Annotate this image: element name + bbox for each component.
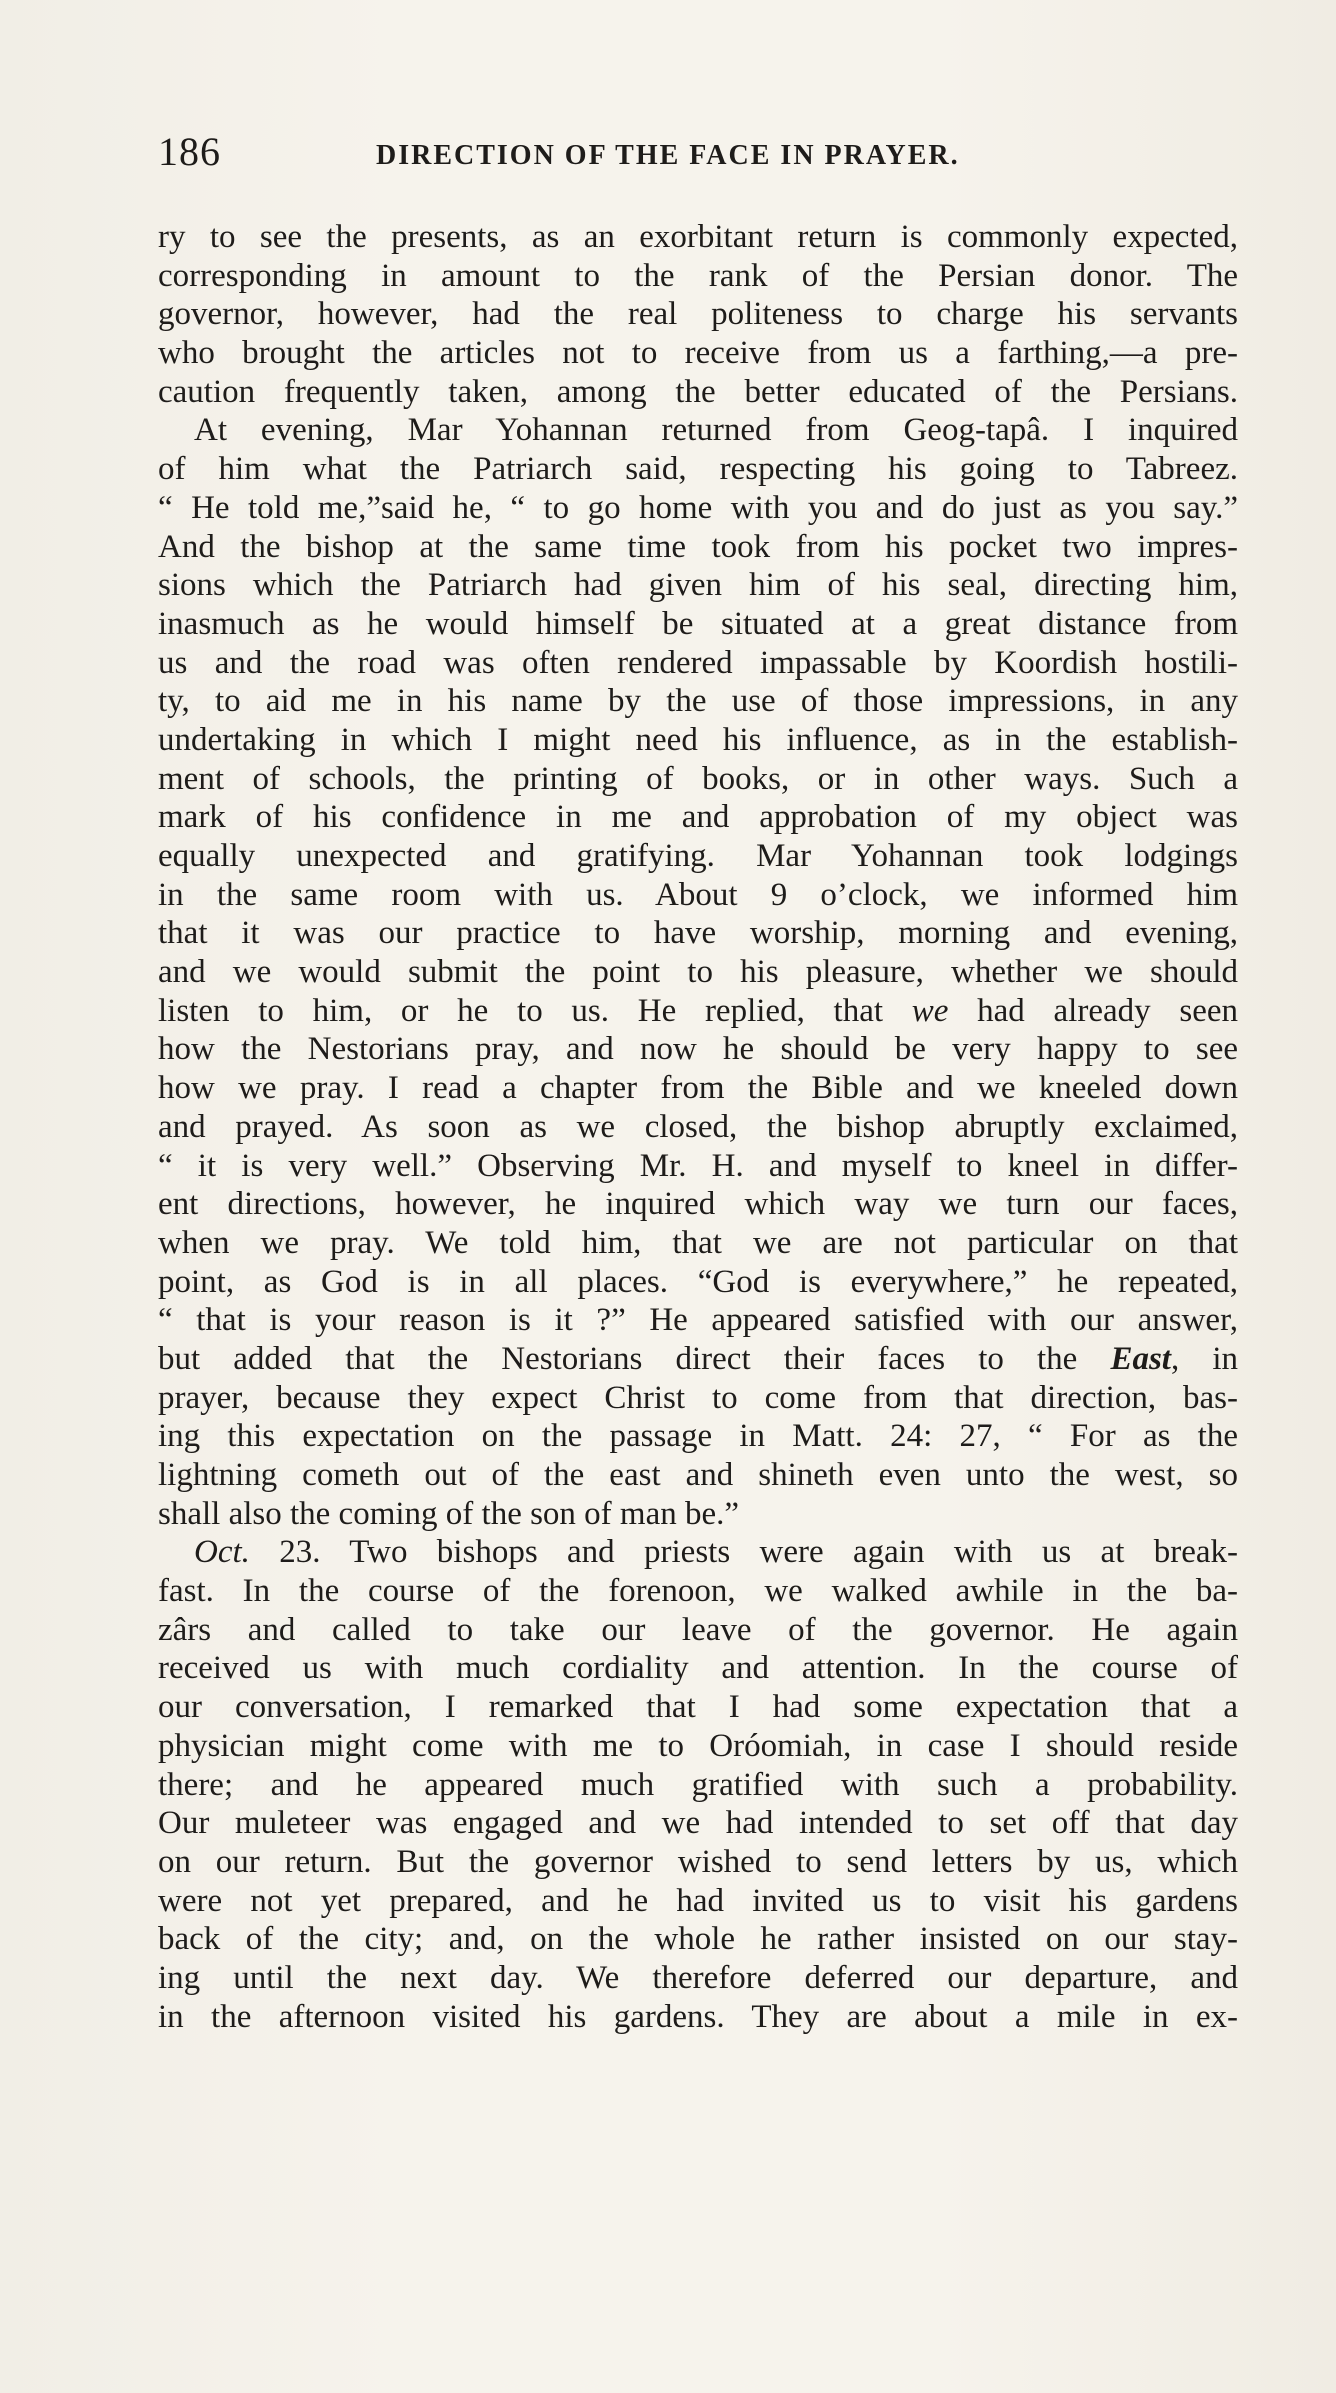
text-segment: Our muleteer was engaged and we had intended to set off that day xyxy=(158,1805,1238,1842)
text-segment: governor, however, had the real politeness to charge his servants xyxy=(158,296,1238,333)
text-line xyxy=(158,257,1238,296)
text-segment: ment of schools, the printing of books, or in other ways. Such a xyxy=(158,760,1238,797)
text-line xyxy=(158,334,1238,373)
body-text xyxy=(158,218,1238,2036)
text-segment: there; and he appeared much gratified with such a probability. xyxy=(158,1766,1238,1803)
text-line xyxy=(158,1069,1238,1108)
text-line xyxy=(158,1959,1238,1998)
text-segment: point, as God is in all places. “God is everywhere,” he repeated, xyxy=(158,1263,1238,1300)
text-segment: inasmuch as he would himself be situated at a great distance from xyxy=(158,605,1238,642)
text-segment: ty, to aid me in his name by the use of those impressions, in any xyxy=(158,683,1238,720)
text-line xyxy=(158,1727,1238,1766)
text-segment: prayer, because they expect Christ to come from that direction, bas- xyxy=(158,1379,1238,1416)
text-line xyxy=(158,914,1238,953)
text-segment: and prayed. As soon as we closed, the bishop abruptly exclaimed, xyxy=(158,1108,1238,1145)
text-line xyxy=(158,1688,1238,1727)
text-segment: us and the road was often rendered impassable by Koordish hostili- xyxy=(158,644,1238,681)
text-line xyxy=(158,605,1238,644)
running-head: DIRECTION OF THE FACE IN PRAYER. xyxy=(376,140,960,171)
text-segment: when we pray. We told him, that we are not particular on that xyxy=(158,1224,1238,1261)
text-segment: of him what the Patriarch said, respecting his going to Tabreez. xyxy=(158,451,1238,488)
text-line xyxy=(158,295,1238,334)
text-segment: , in xyxy=(1170,1340,1238,1377)
text-line xyxy=(158,1301,1238,1340)
text-line xyxy=(158,1611,1238,1650)
text-segment: in the afternoon visited his gardens. They are about a mile in ex- xyxy=(158,1998,1238,2035)
text-line xyxy=(158,1030,1238,1069)
text-line xyxy=(158,682,1238,721)
text-line xyxy=(158,450,1238,489)
text-segment: At evening, Mar Yohannan returned from Geog-tapâ. I inquired xyxy=(194,412,1238,449)
text-segment: ry to see the presents, as an exorbitant return is commonly expected, xyxy=(158,219,1238,255)
text-line xyxy=(158,1340,1238,1379)
text-segment: our conversation, I remarked that I had some expectation that a xyxy=(158,1689,1238,1726)
text-line xyxy=(158,1456,1238,1495)
text-segment: physician might come with me to Oróomiah, in case I should reside xyxy=(158,1727,1238,1764)
text-line xyxy=(158,1224,1238,1263)
text-segment: “ it is very well.” Observing Mr. H. and myself to kneel in differ- xyxy=(158,1147,1238,1184)
text-line xyxy=(158,489,1238,528)
page-number: 186 xyxy=(158,129,221,174)
text-segment: “ He told me,”said he, “ to go home with you and do just as you say.” xyxy=(158,489,1238,526)
text-segment: shall also the coming of the son of man be.” xyxy=(158,1495,740,1532)
text-segment: listen to him, or he to us. He replied, that xyxy=(158,992,912,1029)
text-segment: ing until the next day. We therefore deferred our departure, and xyxy=(158,1959,1238,1996)
text-line xyxy=(158,218,1238,257)
text-line xyxy=(158,992,1238,1031)
text-line xyxy=(158,644,1238,683)
text-segment: ing this expectation on the passage in Matt. 24: 27, “ For as the xyxy=(158,1418,1238,1455)
text-line xyxy=(158,1766,1238,1805)
text-line xyxy=(158,760,1238,799)
text-segment: and we would submit the point to his pleasure, whether we should xyxy=(158,954,1238,991)
text-line xyxy=(158,721,1238,760)
text-segment: how we pray. I read a chapter from the Bible and we kneeled down xyxy=(158,1070,1238,1107)
text-segment: in the same room with us. About 9 o’clock, we informed him xyxy=(158,876,1238,913)
text-segment: sions which the Patriarch had given him of his seal, directing him, xyxy=(158,567,1238,604)
text-segment: who brought the articles not to receive from us a farthing,—a pre- xyxy=(158,335,1238,372)
text-segment: were not yet prepared, and he had invited us to visit his gardens xyxy=(158,1882,1238,1919)
text-segment: but added that the Nestorians direct their faces to the xyxy=(158,1340,1111,1377)
text-segment: had already seen xyxy=(948,992,1238,1029)
text-segment: on our return. But the governor wished to send letters by us, which xyxy=(158,1843,1238,1880)
text-segment: ent directions, however, he inquired which way we turn our faces, xyxy=(158,1186,1238,1223)
text-line xyxy=(158,1843,1238,1882)
text-line xyxy=(158,1804,1238,1843)
text-segment: caution frequently taken, among the better educated of the Persians. xyxy=(158,373,1238,410)
text-segment: back of the city; and, on the whole he rather insisted on our stay- xyxy=(158,1921,1238,1958)
text-line xyxy=(158,1263,1238,1302)
text-segment: 23. Two bishops and priests were again with us at break- xyxy=(249,1534,1238,1571)
text-line xyxy=(158,1998,1238,2037)
text-segment: received us with much cordiality and attention. In the course of xyxy=(158,1650,1238,1687)
text-line xyxy=(158,1379,1238,1418)
text-segment: “ that is your reason is it ?” He appeared satisfied with our answer, xyxy=(158,1302,1238,1339)
text-segment: equally unexpected and gratifying. Mar Yohannan took lodgings xyxy=(158,838,1238,874)
text-segment: Oct. xyxy=(194,1534,250,1571)
text-line xyxy=(158,373,1238,412)
text-segment: mark of his confidence in me and approbation of my object was xyxy=(158,799,1238,836)
text-line xyxy=(158,1920,1238,1959)
text-line xyxy=(158,411,1238,450)
text-segment: we xyxy=(911,992,949,1029)
text-line xyxy=(158,798,1238,837)
text-segment: lightning cometh out of the east and shineth even unto the west, so xyxy=(158,1457,1238,1493)
text-segment: East xyxy=(1110,1340,1171,1377)
text-segment: undertaking in which I might need his influence, as in the establish- xyxy=(158,721,1238,758)
text-line xyxy=(158,1533,1238,1572)
text-line xyxy=(158,528,1238,567)
text-segment: fast. In the course of the forenoon, we walked awhile in the ba- xyxy=(158,1573,1238,1610)
text-line xyxy=(158,953,1238,992)
text-line xyxy=(158,837,1238,876)
text-line xyxy=(158,1649,1238,1688)
text-line xyxy=(158,1108,1238,1147)
text-segment: corresponding in amount to the rank of the Persian donor. The xyxy=(158,257,1238,294)
page-header xyxy=(158,128,1238,188)
text-line xyxy=(158,1185,1238,1224)
text-line xyxy=(158,1572,1238,1611)
text-line xyxy=(158,566,1238,605)
text-segment: zârs and called to take our leave of the governor. He again xyxy=(158,1611,1238,1648)
text-line xyxy=(158,876,1238,915)
text-line xyxy=(158,1147,1238,1186)
text-line xyxy=(158,1417,1238,1456)
text-segment: that it was our practice to have worship, morning and evening, xyxy=(158,915,1238,952)
text-line xyxy=(158,1882,1238,1921)
text-segment: how the Nestorians pray, and now he should be very happy to see xyxy=(158,1031,1238,1068)
text-line xyxy=(158,1495,1238,1534)
text-segment: And the bishop at the same time took from his pocket two impres- xyxy=(158,528,1238,565)
